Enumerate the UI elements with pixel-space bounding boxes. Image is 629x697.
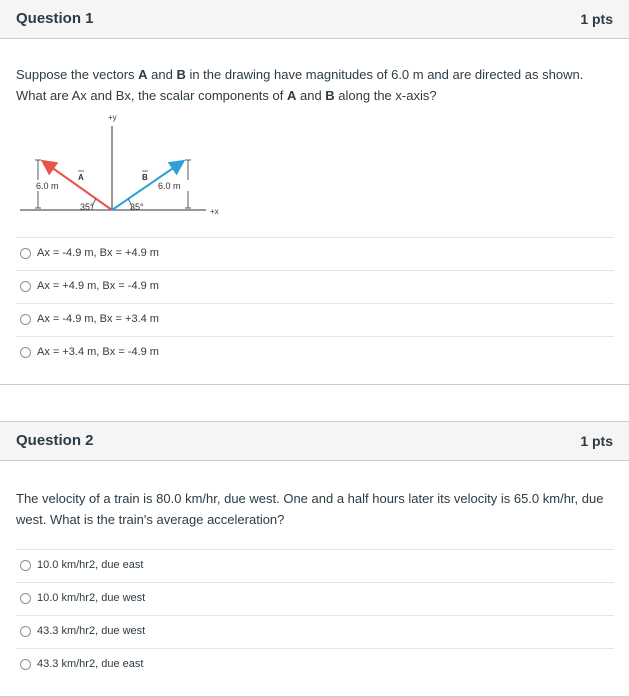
question-1-points: 1 pts	[580, 11, 613, 27]
answer-label[interactable]: Ax = +3.4 m, Bx = -4.9 m	[37, 346, 159, 358]
q1-text-part: and	[147, 67, 177, 82]
vector-diagram	[20, 112, 240, 222]
answer-option[interactable]	[16, 582, 614, 615]
question-1-header	[0, 0, 629, 39]
answer-option[interactable]	[16, 237, 614, 270]
question-2-header	[0, 422, 629, 461]
radio-button[interactable]	[20, 626, 31, 637]
answer-label[interactable]: 10.0 km/hr2, due east	[37, 559, 144, 571]
vector-b-label: B	[142, 173, 148, 182]
answer-label[interactable]: 43.3 km/hr2, due east	[37, 658, 144, 670]
magnitude-b-label: 6.0 m	[158, 181, 181, 191]
angle-b-label: 35°	[130, 202, 144, 212]
radio-button[interactable]	[20, 560, 31, 571]
answer-option[interactable]	[16, 336, 614, 369]
question-1-answers	[16, 237, 614, 369]
vector-a-label: A	[78, 173, 84, 182]
question-1-text	[16, 64, 611, 106]
q1-text-part: along the x-axis?	[334, 88, 437, 103]
answer-option[interactable]	[16, 648, 614, 681]
question-2-answers	[16, 549, 614, 681]
radio-button[interactable]	[20, 593, 31, 604]
answer-option[interactable]	[16, 615, 614, 648]
question-2-text: The velocity of a train is 80.0 km/hr, due west. One and a half hours later its velocity is 65.0 km/hr, due west. What is the train's average acceleration?	[16, 491, 604, 527]
plus-x-label: +x	[210, 207, 219, 216]
q1-vector-a: A	[138, 67, 148, 82]
question-2-points: 1 pts	[580, 433, 613, 449]
radio-button[interactable]	[20, 659, 31, 670]
answer-label[interactable]: 43.3 km/hr2, due west	[37, 625, 146, 637]
answer-label[interactable]: Ax = -4.9 m, Bx = +3.4 m	[37, 313, 159, 325]
q1-text-part: Suppose the vectors	[16, 67, 139, 82]
q1-text-part: in the drawing have magnitudes of 6.0 m and are directed as shown. What are Ax and Bx, the scalar components of	[16, 67, 584, 103]
question-1-title: Question 1	[16, 10, 94, 27]
q1-vector-a: A	[286, 88, 297, 103]
radio-button[interactable]	[20, 281, 31, 292]
q1-vector-b: B	[176, 67, 186, 82]
answer-option[interactable]	[16, 549, 614, 582]
answer-label[interactable]: 10.0 km/hr2, due west	[37, 592, 146, 604]
answer-option[interactable]	[16, 270, 614, 303]
answer-option[interactable]	[16, 303, 614, 336]
question-2-title: Question 2	[16, 432, 94, 449]
q1-vector-b: B	[325, 88, 335, 103]
answer-label[interactable]: Ax = -4.9 m, Bx = +4.9 m	[37, 247, 159, 259]
question-2-card	[0, 421, 629, 697]
plus-y-label: +y	[108, 113, 117, 122]
magnitude-a-label: 6.0 m	[36, 181, 59, 191]
radio-button[interactable]	[20, 347, 31, 358]
angle-a-label: 35°	[80, 202, 94, 212]
q1-text-part: and	[296, 88, 326, 103]
answer-label[interactable]: Ax = +4.9 m, Bx = -4.9 m	[37, 280, 159, 292]
radio-button[interactable]	[20, 314, 31, 325]
radio-button[interactable]	[20, 248, 31, 259]
